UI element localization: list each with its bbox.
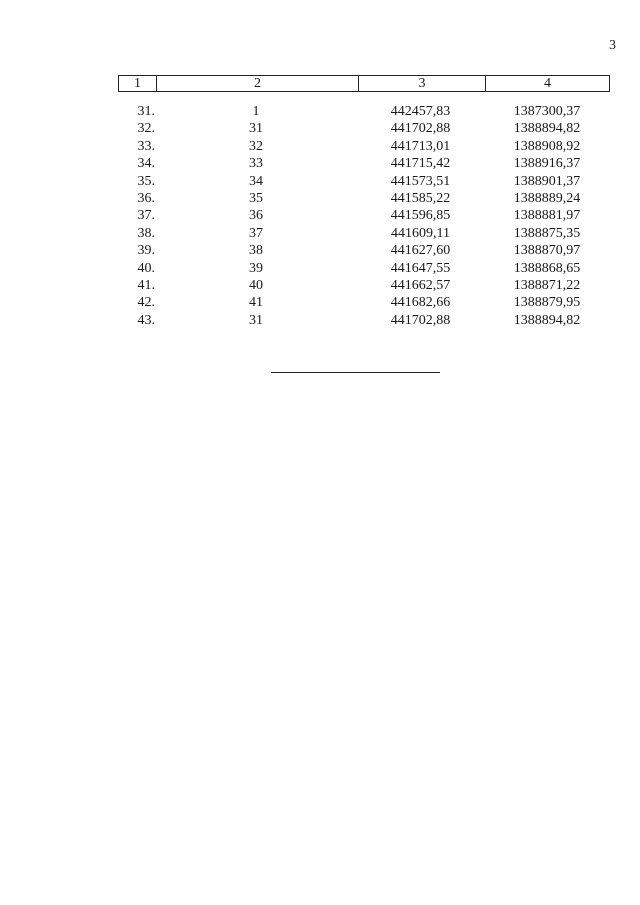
x-coordinate-cell: 441585,22 (390, 190, 451, 206)
point-number-cell: 35 (249, 190, 263, 206)
table-row (118, 190, 610, 207)
column-header-3: 3 (358, 76, 485, 91)
y-coordinate-cell: 1388908,92 (513, 138, 581, 154)
row-number-cell: 43. (137, 312, 155, 328)
point-number-cell: 31 (249, 312, 263, 328)
x-coordinate-cell: 441702,88 (390, 312, 451, 328)
table-row (118, 103, 610, 120)
table-row (118, 173, 610, 190)
table-row (118, 207, 610, 224)
y-coordinate-cell: 1388870,97 (513, 243, 581, 259)
row-number-cell: 31. (137, 104, 155, 119)
x-coordinate-cell: 441682,66 (390, 295, 451, 311)
x-coordinate-cell: 441573,51 (390, 173, 451, 189)
point-number-cell: 36 (249, 208, 263, 224)
table-header (118, 75, 610, 92)
row-number-cell: 33. (137, 138, 155, 154)
y-coordinate-cell: 1388901,37 (513, 173, 581, 189)
table-row (118, 242, 610, 259)
y-coordinate-cell: 1388868,65 (513, 260, 581, 276)
point-number-cell: 40 (249, 277, 263, 293)
column-header-2: 2 (156, 76, 358, 91)
y-coordinate-cell: 1388875,35 (513, 225, 581, 241)
row-number-cell: 35. (137, 173, 155, 189)
point-number-cell: 41 (249, 295, 263, 311)
y-coordinate-cell: 1388879,95 (513, 295, 581, 311)
x-coordinate-cell: 441702,88 (390, 121, 451, 137)
x-coordinate-cell: 441713,01 (390, 138, 451, 154)
table-row (118, 294, 610, 311)
table-body (118, 103, 610, 329)
x-coordinate-cell: 441627,60 (390, 243, 451, 259)
page-number: 3 (609, 38, 616, 53)
end-divider (271, 372, 440, 373)
row-number-cell: 32. (137, 121, 155, 137)
table-row (118, 225, 610, 242)
point-number-cell: 34 (249, 173, 263, 189)
point-number-cell: 33 (249, 156, 263, 172)
column-header-1: 1 (134, 76, 141, 91)
row-number-cell: 37. (137, 208, 155, 224)
table-row (118, 277, 610, 294)
point-number-cell: 1 (252, 104, 260, 119)
row-number-cell: 40. (137, 260, 155, 276)
row-number-cell: 38. (137, 225, 155, 241)
x-coordinate-cell: 441609,11 (391, 225, 450, 241)
table-row (118, 312, 610, 329)
point-number-cell: 39 (249, 260, 263, 276)
row-number-cell: 39. (137, 243, 155, 259)
x-coordinate-cell: 441647,55 (390, 260, 451, 276)
point-number-cell: 37 (249, 225, 263, 241)
x-coordinate-cell: 441662,57 (390, 277, 451, 293)
table-row (118, 120, 610, 137)
column-header-4: 4 (485, 76, 609, 91)
x-coordinate-cell: 442457,83 (390, 104, 451, 119)
table-row (118, 138, 610, 155)
table-row (118, 155, 610, 172)
row-number-cell: 36. (137, 190, 155, 206)
table-row (118, 260, 610, 277)
point-number-cell: 32 (249, 138, 263, 154)
y-coordinate-cell: 1388871,22 (513, 277, 581, 293)
y-coordinate-cell: 1388916,37 (513, 156, 581, 172)
y-coordinate-cell: 1388894,82 (513, 121, 581, 137)
row-number-cell: 41. (137, 277, 155, 293)
x-coordinate-cell: 441596,85 (390, 208, 451, 224)
y-coordinate-cell: 1388881,97 (513, 208, 581, 224)
x-coordinate-cell: 441715,42 (390, 156, 451, 172)
y-coordinate-cell: 1387300,37 (513, 104, 581, 119)
point-number-cell: 38 (249, 243, 263, 259)
row-number-cell: 34. (137, 156, 155, 172)
y-coordinate-cell: 1388889,24 (513, 190, 581, 206)
row-number-cell: 42. (137, 295, 155, 311)
y-coordinate-cell: 1388894,82 (513, 312, 581, 328)
point-number-cell: 31 (249, 121, 263, 137)
